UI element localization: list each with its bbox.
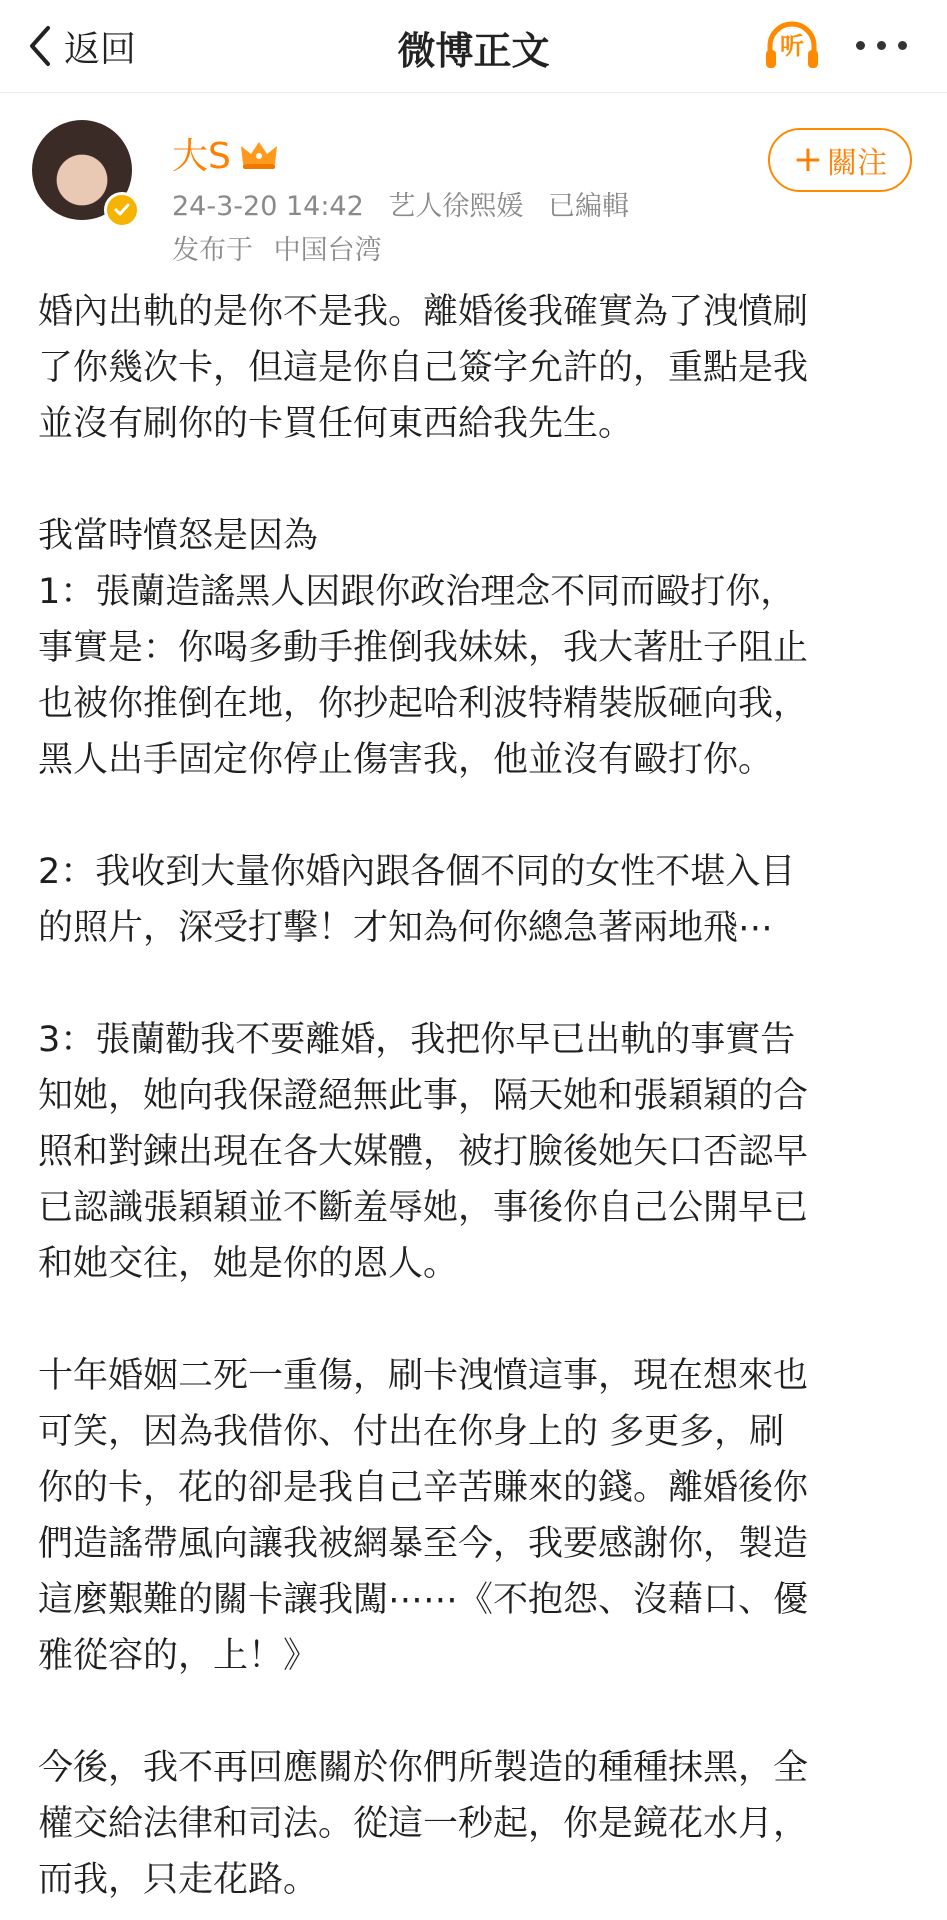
post-text-line: 已認識張穎穎並不斷羞辱她，事後你自己公開早已 — [38, 1188, 809, 1228]
post-text-line: 你的卡，花的卻是我自己辛苦賺來的錢。離婚後你 — [38, 1468, 809, 1508]
location-name: 中国台湾 — [273, 235, 382, 266]
post-text-line: 2：我收到大量你婚內跟各個不同的女性不堪入目 — [38, 852, 796, 892]
paragraph-gap — [38, 452, 914, 508]
edited-flag[interactable]: 已編輯 — [547, 191, 629, 222]
post-text-line: 的照片，深受打擊！才知為何你總急著兩地飛⋯ — [38, 908, 774, 948]
paragraph-gap — [38, 788, 914, 844]
post-text-line: 3：張蘭勸我不要離婚，我把你早已出軌的事實告 — [38, 1020, 796, 1060]
post-text-line: 並沒有刷你的卡買任何東西給我先生。 — [38, 404, 634, 444]
post-meta — [172, 184, 645, 223]
top-nav-bar — [0, 0, 947, 93]
listen-button[interactable] — [760, 14, 824, 78]
post-text-line: 和她交往，她是你的恩人。 — [38, 1244, 459, 1284]
post-text-line: 今後，我不再回應關於你們所製造的種種抹黑，全 — [38, 1748, 809, 1788]
post-text-line: 這麼艱難的關卡讓我闖⋯⋯《不抱怨、沒藉口、優 — [38, 1580, 809, 1620]
more-options-button[interactable] — [856, 38, 916, 52]
post-text-line: 知她，她向我保證絕無此事，隔天她和張穎穎的合 — [38, 1076, 809, 1116]
user-name: 大S — [172, 136, 231, 177]
post-text-line: 事實是：你喝多動手推倒我妹妹，我大著肚子阻止 — [38, 628, 809, 668]
post-text-line: 我當時憤怒是因為 — [38, 516, 319, 556]
post-text-line: 十年婚姻二死一重傷，刷卡洩憤這事，現在想來也 — [38, 1356, 809, 1396]
more-dot-icon — [877, 41, 886, 50]
page-title: 微博正文 — [397, 29, 550, 73]
post-text-line: 黑人出手固定你停止傷害我，他並沒有毆打你。 — [38, 740, 774, 780]
crown-icon — [239, 138, 279, 170]
post-text-line: 也被你推倒在地，你抄起哈利波特精裝版砸向我， — [38, 684, 809, 724]
follow-button[interactable] — [768, 128, 912, 192]
location-prefix: 发布于 — [172, 235, 253, 266]
paragraph-gap — [38, 1292, 914, 1348]
post-text-line: 雅從容的，上！》 — [38, 1636, 319, 1676]
listen-label: 听 — [780, 32, 804, 60]
follow-label: 關注 — [827, 146, 888, 181]
paragraph-gap — [38, 1684, 914, 1740]
back-label: 返回 — [64, 28, 137, 70]
paragraph-gap — [38, 956, 914, 1012]
post-text-line: 可笑，因為我借你、付出在你身上的 多更多，刷 — [38, 1412, 785, 1452]
plus-icon: + — [792, 139, 824, 180]
post-text-line: 而我，只走花路。 — [38, 1860, 319, 1900]
avatar[interactable] — [32, 120, 132, 220]
more-dot-icon — [898, 41, 907, 50]
post-timestamp: 24-3-20 14:42 — [172, 191, 364, 222]
post-text-line: 1：張蘭造謠黑人因跟你政治理念不同而毆打你， — [38, 572, 796, 612]
author-description: 艺人徐熙媛 — [388, 191, 524, 222]
post-text-line: 婚內出軌的是你不是我。離婚後我確實為了洩憤刷 — [38, 292, 809, 332]
post-text-line: 們造謠帶風向讓我被網暴至今，我要感謝你，製造 — [38, 1524, 809, 1564]
user-name-row[interactable] — [172, 128, 279, 179]
post-text-line: 權交給法律和司法。從這一秒起，你是鏡花水月， — [38, 1804, 809, 1844]
more-dot-icon — [856, 41, 865, 50]
verified-badge-icon — [104, 192, 140, 228]
post-body — [38, 284, 914, 1908]
post-text-line: 了你幾次卡，但這是你自己簽字允許的，重點是我 — [38, 348, 809, 388]
post-location — [172, 228, 394, 267]
post-text-line: 照和對鍊出現在各大媒體，被打臉後她矢口否認早 — [38, 1132, 809, 1172]
